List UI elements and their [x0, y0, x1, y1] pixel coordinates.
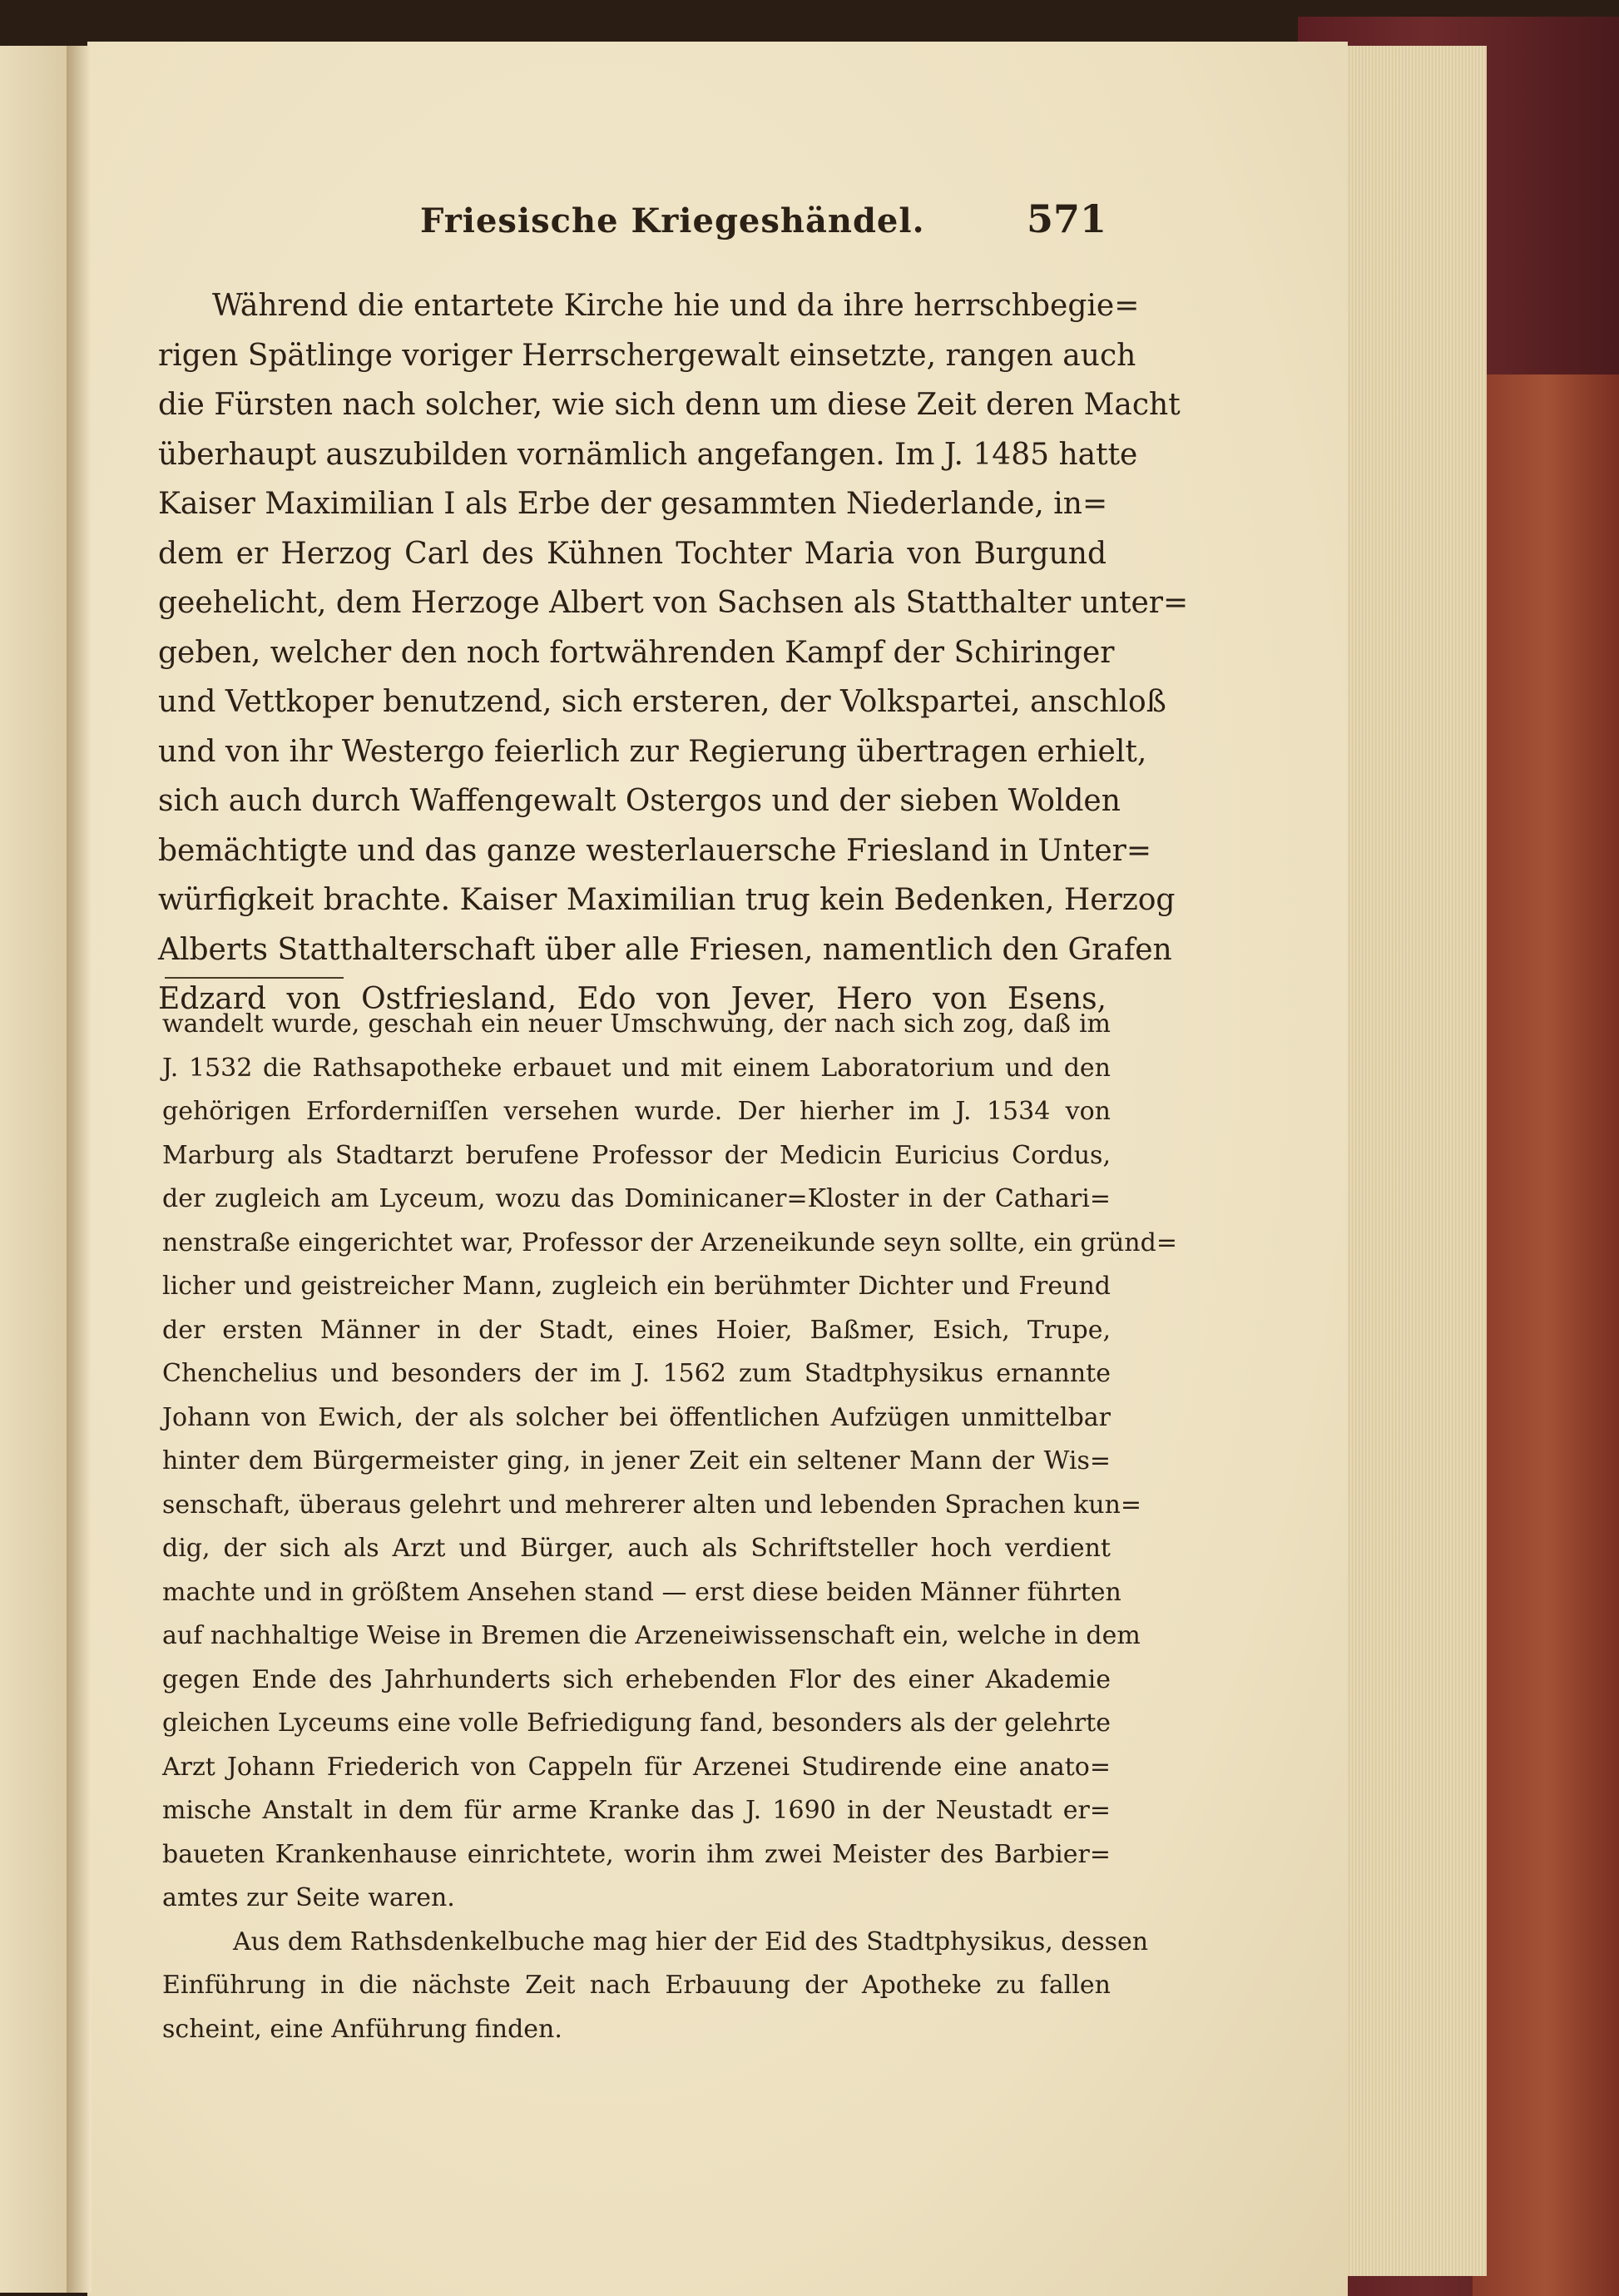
footnote-line: amtes zur Seite waren.	[162, 1883, 455, 1912]
book-gutter	[67, 46, 92, 2293]
text-line: rigen Spätlinge voriger Herrschergewalt einsetzte, rangen auch	[158, 338, 1136, 373]
footnote-line: wandelt wurde, geschah ein neuer Umschwung, der nach sich zog, daß im	[162, 1009, 1111, 1039]
page-edges	[1339, 46, 1487, 2276]
footnote-line: Johann von Ewich, der als solcher bei öffentlichen Aufzügen unmittelbar	[162, 1402, 1111, 1432]
text-line: bemächtigte und das ganze westerlauersche Friesland in Unter=	[158, 833, 1151, 868]
footnote-rule	[165, 977, 344, 979]
footnote-line: senschaft, überaus gelehrt und mehrerer alten und lebenden Sprachen kun=	[162, 1490, 1142, 1520]
text-line: Kaiser Maximilian I als Erbe der gesammten Niederlande, in=	[158, 487, 1108, 521]
footnote-line: Arzt Johann Friederich von Cappeln für Arzenei Studirende eine anato=	[162, 1752, 1111, 1782]
text-line: die Fürsten nach solcher, wie sich denn um diese Zeit deren Macht	[158, 388, 1181, 422]
text-line: würfigkeit brachte. Kaiser Maximilian trug kein Bedenken, Herzog	[158, 883, 1176, 917]
previous-page-sliver	[0, 46, 75, 2293]
footnote-line: licher und geistreicher Mann, zugleich ein berühmter Dichter und Freund	[162, 1272, 1111, 1301]
footnote-line: dig, der sich als Arzt und Bürger, auch als Schriftsteller hoch verdient	[162, 1534, 1111, 1563]
footnote-line: machte und in größtem Ansehen stand — erst diese beiden Männer führten	[162, 1577, 1121, 1607]
text-line: und Vettkoper benutzend, sich ersteren, der Volkspartei, anschloß	[158, 685, 1166, 719]
footnote-line: baueten Krankenhause einrichtete, worin ihm zwei Meister des Barbier=	[162, 1839, 1111, 1869]
footnote-line: auf nachhaltige Weise in Bremen die Arzeneiwissenschaft ein, welche in dem	[162, 1621, 1141, 1650]
text-line: überhaupt auszubilden vornämlich angefangen. Im J. 1485 hatte	[158, 437, 1138, 472]
text-line: dem er Herzog Carl des Kühnen Tochter Maria von Burgund	[158, 536, 1107, 571]
page-number: 571	[1026, 196, 1107, 241]
text-line: und von ihr Westergo feierlich zur Regierung übertragen erhielt,	[158, 734, 1147, 769]
footnote-line: Aus dem Rathsdenkelbuche mag hier der Eid des Stadtphysikus, dessen	[233, 1927, 1149, 1956]
footnote-line: Einführung in die nächste Zeit nach Erbauung der Apotheke zu fallen	[162, 1971, 1111, 2000]
text-line: Edzard von Ostfriesland, Edo von Jever, Hero von Esens,	[158, 982, 1107, 1016]
page-header	[395, 190, 1107, 248]
book-cover-edge	[1473, 374, 1619, 2296]
footnote-line: nenstraße eingerichtet war, Professor der Arzeneikunde seyn sollte, ein gründ=	[162, 1227, 1177, 1257]
text-line: geben, welcher den noch fortwährenden Kampf der Schiringer	[158, 635, 1115, 670]
footnote-line: gehörigen Erforderniſſen versehen wurde. Der hierher im J. 1534 von	[162, 1097, 1111, 1126]
footnote-line: Chenchelius und besonders der im J. 1562 zum Stadtphysikus ernannte	[162, 1359, 1111, 1388]
footnote-line: der zugleich am Lyceum, wozu das Dominicaner=Kloster in der Cathari=	[162, 1184, 1111, 1213]
footnote-line: J. 1532 die Rathsapotheke erbauet und mit einem Laboratorium und den	[162, 1053, 1111, 1083]
footnote-line: Marburg als Stadtarzt berufene Professor der Medicin Euricius Cordus,	[162, 1140, 1111, 1170]
footnote-line: gleichen Lyceums eine volle Befriedigung fand, besonders als der gelehrte	[162, 1708, 1111, 1738]
text-line: geehelicht, dem Herzoge Albert von Sachsen als Statthalter unter=	[158, 586, 1189, 620]
footnote-line: scheint, eine Anführung finden.	[162, 2014, 562, 2044]
footnote-line: gegen Ende des Jahrhunderts sich erhebenden Flor des einer Akademie	[162, 1664, 1111, 1694]
footnote-line: der ersten Männer in der Stadt, eines Hoier, Baßmer, Esich, Trupe,	[162, 1315, 1111, 1345]
footnote-line: mische Anstalt in dem für arme Kranke das J. 1690 in der Neustadt er=	[162, 1796, 1111, 1825]
footnote-text	[162, 1003, 1177, 2051]
footnote-line: hinter dem Bürgermeister ging, in jener Zeit ein seltener Mann der Wis=	[162, 1446, 1111, 1475]
text-line: sich auch durch Waffengewalt Ostergos und der sieben Wolden	[158, 784, 1121, 818]
text-line: Während die entartete Kirche hie und da ihre herrschbegie=	[212, 289, 1140, 323]
running-title: Friesische Kriegeshändel.	[420, 201, 925, 241]
text-line: Alberts Statthalterschaft über alle Friesen, namentlich den Grafen	[158, 932, 1172, 967]
